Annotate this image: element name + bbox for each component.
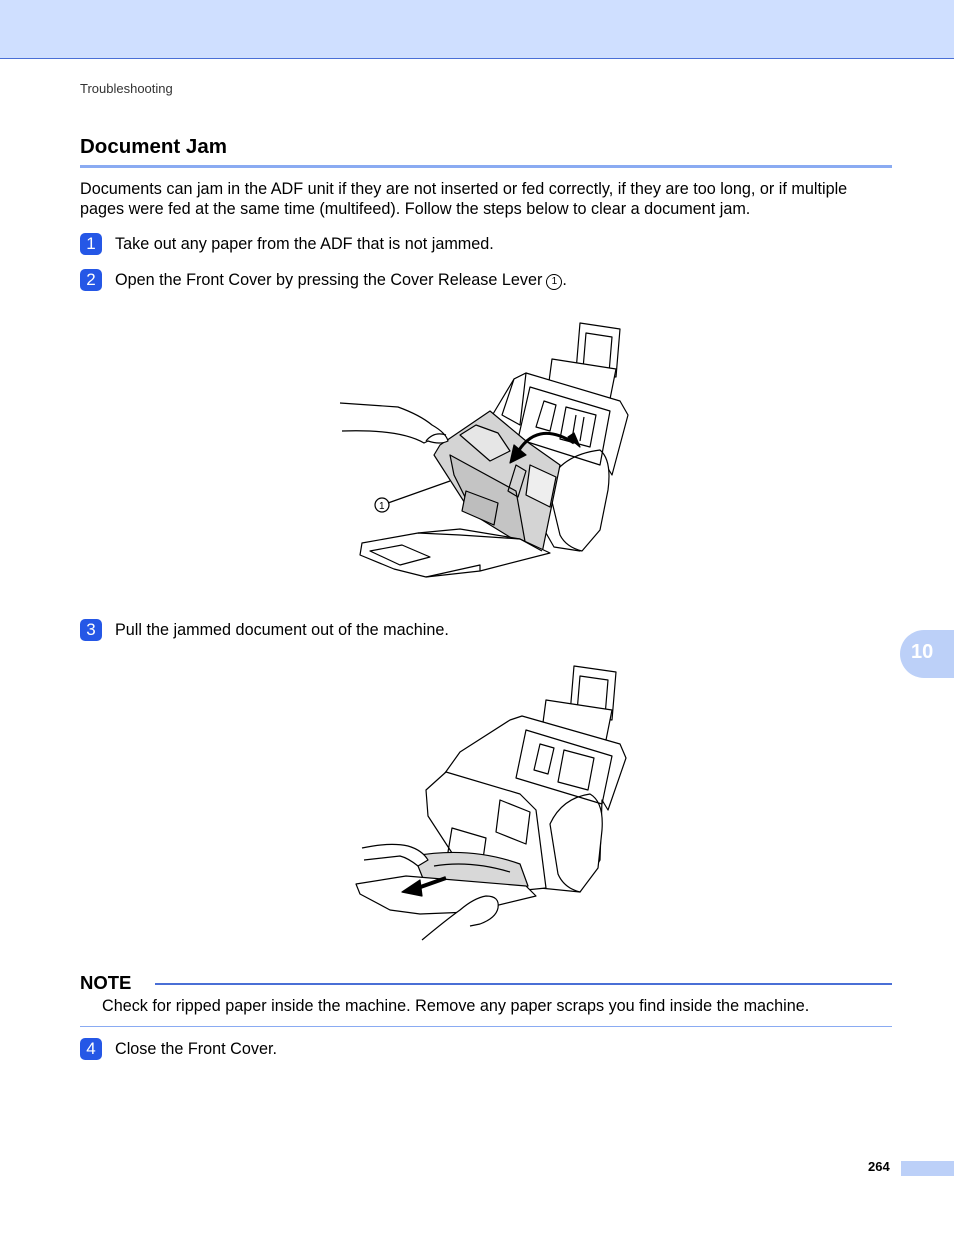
step-text-suffix: .: [562, 270, 567, 289]
step-number-badge: 2: [80, 269, 102, 291]
figure-pull-jammed-document: [350, 660, 640, 950]
breadcrumb: Troubleshooting: [80, 81, 173, 96]
callout-marker: 1: [546, 274, 562, 290]
page-tab: [901, 1161, 954, 1176]
header-band: [0, 0, 954, 59]
section-title: Document Jam: [80, 135, 227, 158]
title-rule: [80, 165, 892, 168]
note-bottom-rule: [80, 1026, 892, 1027]
step-number-badge: 3: [80, 619, 102, 641]
step-text: Take out any paper from the ADF that is not jammed.: [115, 234, 494, 253]
step-3: [80, 619, 449, 641]
note-rule: [155, 983, 892, 985]
step-text-main: Open the Front Cover by pressing the Cover Release Lever: [115, 270, 543, 289]
figure-callout-label: 1: [379, 501, 385, 512]
note-heading: NOTE: [80, 972, 132, 993]
note-text: Check for ripped paper inside the machine. Remove any paper scraps you find inside the machine.: [102, 997, 810, 1015]
step-text: Close the Front Cover.: [115, 1039, 277, 1058]
page-number: 264: [868, 1159, 890, 1174]
figure-open-front-cover: [330, 315, 640, 585]
step-number-badge: 4: [80, 1038, 102, 1060]
step-text: Pull the jammed document out of the machine.: [115, 620, 449, 639]
step-1: [80, 233, 494, 255]
step-2: [80, 269, 567, 291]
chapter-number: 10: [911, 641, 934, 663]
intro-paragraph: Documents can jam in the ADF unit if they are not inserted or fed correctly, if they are too long, or if multiple pages were fed at the same time (multifeed). Follow the steps below to clear a document jam.: [80, 180, 848, 218]
chapter-tab[interactable]: [900, 630, 954, 678]
step-text: [115, 271, 567, 290]
step-number-badge: 1: [80, 233, 102, 255]
step-4: [80, 1038, 277, 1060]
